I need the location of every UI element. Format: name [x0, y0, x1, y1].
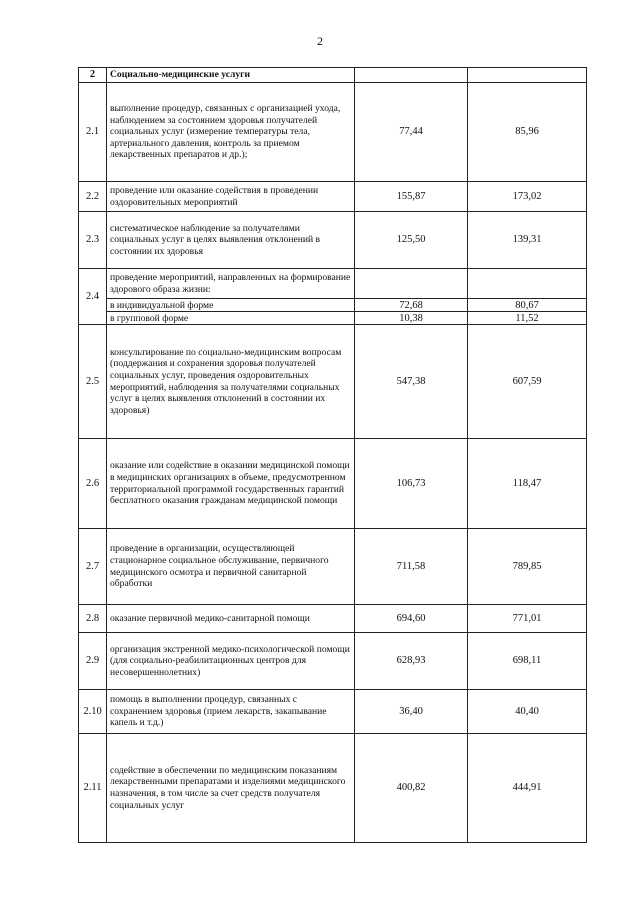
table-row — [79, 633, 587, 690]
row-description: оказание или содействие в оказании медицинской помощи в медицинских организациях в объеме, предусмотренном территориальной программой государственных гарантий бесплатного оказания гражданам медицинской помощи — [107, 439, 355, 529]
row-description: проведение или оказание содействия в проведении оздоровительных мероприятий — [107, 182, 355, 212]
table-subrow — [79, 299, 587, 312]
row-value-2: 118,47 — [468, 439, 587, 529]
row-number: 2.1 — [79, 83, 107, 182]
subrow-value-2: 11,52 — [468, 312, 587, 325]
table-row — [79, 439, 587, 529]
row-value-2: 139,31 — [468, 212, 587, 269]
row-description: консультирование по социально-медицинским вопросам (поддержания и сохранения здоровья получателей социальных услуг, проведения оздоровительных мероприятий, наблюдения за получателями социальных услуг в целях выявления отклонений в состоянии их здоровья) — [107, 325, 355, 439]
subrow-value-1: 10,38 — [355, 312, 468, 325]
row-value-2: 444,91 — [468, 734, 587, 843]
table-row — [79, 325, 587, 439]
empty-cell — [468, 68, 587, 83]
row-value-1: 155,87 — [355, 182, 468, 212]
table-row — [79, 269, 587, 299]
row-description: оказание первичной медико-санитарной помощи — [107, 605, 355, 633]
row-number: 2.11 — [79, 734, 107, 843]
row-description: систематическое наблюдение за получателями социальных услуг в целях выявления отклонений в состоянии их здоровья — [107, 212, 355, 269]
table-row — [79, 734, 587, 843]
row-value-1: 106,73 — [355, 439, 468, 529]
row-value-1: 400,82 — [355, 734, 468, 843]
table-row — [79, 83, 587, 182]
row-value-2: 698,11 — [468, 633, 587, 690]
page-number: 2 — [317, 34, 323, 48]
table-row — [79, 212, 587, 269]
subrow-description: в групповой форме — [107, 312, 355, 325]
row-value-1: 125,50 — [355, 212, 468, 269]
row-number: 2.3 — [79, 212, 107, 269]
section-title: Социально-медицинские услуги — [107, 68, 355, 83]
row-value-1: 77,44 — [355, 83, 468, 182]
row-value-1: 547,38 — [355, 325, 468, 439]
row-number: 2.7 — [79, 529, 107, 605]
services-table — [78, 67, 587, 843]
empty-cell — [468, 269, 587, 299]
table-subrow — [79, 312, 587, 325]
subrow-value-2: 80,67 — [468, 299, 587, 312]
row-number: 2.9 — [79, 633, 107, 690]
table-row — [79, 529, 587, 605]
row-number: 2.4 — [79, 269, 107, 325]
row-number: 2.2 — [79, 182, 107, 212]
row-description: проведение мероприятий, направленных на формирование здорового образа жизни: — [107, 269, 355, 299]
table-row — [79, 182, 587, 212]
row-number: 2.10 — [79, 690, 107, 734]
empty-cell — [355, 68, 468, 83]
row-value-2: 173,02 — [468, 182, 587, 212]
table-row — [79, 690, 587, 734]
subrow-description: в индивидуальной форме — [107, 299, 355, 312]
empty-cell — [355, 269, 468, 299]
row-value-2: 607,59 — [468, 325, 587, 439]
row-value-2: 85,96 — [468, 83, 587, 182]
row-value-1: 694,60 — [355, 605, 468, 633]
row-description: содействие в обеспечении по медицинским показаниям лекарственными препаратами и изделиями медицинского назначения, в том числе за счет средств получателя социальных услуг — [107, 734, 355, 843]
row-description: выполнение процедур, связанных с организацией ухода, наблюдением за состоянием здоровья получателей социальных услуг (измерение температуры тела, артериального давления, контроль за приемом лекарственных препаратов и др.); — [107, 83, 355, 182]
row-number: 2.8 — [79, 605, 107, 633]
row-value-2: 40,40 — [468, 690, 587, 734]
row-description: помощь в выполнении процедур, связанных с сохранением здоровья (прием лекарств, закапывание капель и т.д.) — [107, 690, 355, 734]
row-number: 2.6 — [79, 439, 107, 529]
section-header-row — [79, 68, 587, 83]
table-row — [79, 605, 587, 633]
row-value-2: 789,85 — [468, 529, 587, 605]
row-value-1: 628,93 — [355, 633, 468, 690]
subrow-value-1: 72,68 — [355, 299, 468, 312]
row-value-2: 771,01 — [468, 605, 587, 633]
row-description: организация экстренной медико-психологической помощи (для социально-реабилитационных центров для несовершеннолетних) — [107, 633, 355, 690]
section-number: 2 — [79, 68, 107, 83]
row-value-1: 36,40 — [355, 690, 468, 734]
row-value-1: 711,58 — [355, 529, 468, 605]
row-number: 2.5 — [79, 325, 107, 439]
row-description: проведение в организации, осуществляющей стационарное социальное обслуживание, первичного медицинского осмотра и первичной санитарной обработки — [107, 529, 355, 605]
